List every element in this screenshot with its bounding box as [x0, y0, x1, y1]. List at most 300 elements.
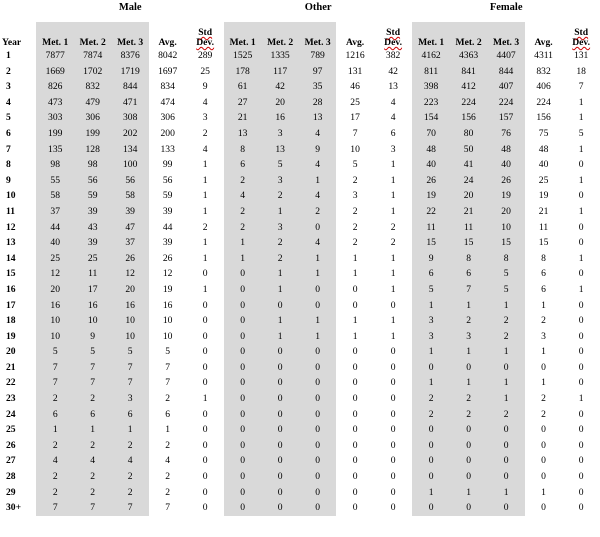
value-cell: 16	[111, 298, 148, 314]
value-cell: 479	[74, 95, 111, 111]
value-cell: 0	[487, 360, 524, 376]
value-cell: 1	[541, 346, 546, 358]
value-cell: 0	[202, 408, 208, 420]
value-cell: 44	[36, 220, 73, 236]
value-cell: 2	[352, 221, 358, 233]
value-cell: 46	[350, 81, 360, 93]
value-cell: 0	[261, 453, 298, 469]
year-cell: 9	[6, 174, 11, 186]
value-cell: 5	[578, 127, 584, 139]
value-cell: 0	[412, 438, 449, 454]
value-cell: 58	[36, 188, 73, 204]
value-cell: 15	[450, 235, 487, 251]
value-cell: 8	[224, 142, 261, 158]
value-cell: 2	[36, 438, 73, 454]
value-cell: 4407	[487, 48, 524, 64]
value-cell: 40	[487, 157, 524, 173]
value-cell: 20	[36, 282, 73, 298]
value-cell: 0	[299, 220, 336, 236]
value-cell: 0	[299, 407, 336, 423]
value-cell: 3	[450, 329, 487, 345]
value-cell: 15	[538, 237, 549, 249]
value-cell: 3	[541, 330, 546, 342]
value-cell: 1	[578, 96, 584, 108]
value-cell: 1	[202, 159, 208, 171]
value-cell: 1	[36, 422, 73, 438]
value-cell: 0	[578, 439, 584, 451]
table-row	[0, 173, 600, 189]
value-cell: 19	[162, 283, 173, 295]
table-row	[0, 282, 600, 298]
table-row	[0, 469, 600, 485]
value-cell: 2	[487, 407, 524, 423]
value-cell: 1	[299, 313, 336, 329]
value-cell: 6	[541, 283, 546, 295]
value-cell: 1	[390, 330, 396, 342]
header-female-avg: Avg.	[534, 37, 553, 48]
value-cell: 0	[352, 346, 358, 358]
value-cell: 2	[352, 205, 358, 217]
year-cell: 22	[6, 377, 16, 389]
year-cell: 14	[6, 252, 16, 264]
value-cell: 0	[578, 237, 584, 249]
value-cell: 7874	[74, 48, 111, 64]
group-header-row	[0, 0, 600, 22]
value-cell: 4	[299, 157, 336, 173]
year-cell: 1	[6, 50, 11, 61]
value-cell: 2	[74, 469, 111, 485]
table-row	[0, 142, 600, 158]
value-cell: 13	[261, 142, 298, 158]
value-cell: 7	[352, 127, 358, 139]
value-cell: 10	[36, 329, 73, 345]
value-cell: 6	[74, 407, 111, 423]
value-cell: 4	[202, 96, 208, 108]
table-row	[0, 438, 600, 454]
value-cell: 3	[261, 220, 298, 236]
value-cell: 39	[74, 204, 111, 220]
value-cell: 200	[160, 127, 175, 139]
value-cell: 8	[541, 252, 546, 264]
value-cell: 25	[74, 251, 111, 267]
value-cell: 4	[74, 453, 111, 469]
value-cell: 0	[352, 486, 358, 498]
value-cell: 0	[390, 455, 396, 467]
value-cell: 2	[165, 471, 171, 483]
value-cell: 2	[541, 408, 546, 420]
header-other-met-3: Met. 3	[299, 22, 336, 48]
value-cell: 2	[261, 235, 298, 251]
value-cell: 4	[299, 188, 336, 204]
value-cell: 1	[299, 266, 336, 282]
year-cell: 15	[6, 268, 16, 280]
value-cell: 382	[385, 50, 401, 61]
value-cell: 1	[224, 251, 261, 267]
value-cell: 0	[390, 377, 396, 389]
value-cell: 832	[536, 65, 551, 77]
value-cell: 13	[299, 110, 336, 126]
value-cell: 11	[450, 220, 487, 236]
value-cell: 16	[261, 110, 298, 126]
value-cell: 48	[412, 142, 449, 158]
value-cell: 1	[487, 375, 524, 391]
group-female: Female	[489, 2, 523, 13]
value-cell: 0	[412, 500, 449, 516]
table-row	[0, 79, 600, 95]
value-cell: 135	[36, 142, 73, 158]
value-cell: 0	[224, 360, 261, 376]
value-cell: 6	[36, 407, 73, 423]
value-cell: 10	[162, 315, 173, 327]
value-cell: 37	[36, 204, 73, 220]
table-row	[0, 95, 600, 111]
value-cell: 0	[202, 346, 208, 358]
table-row	[0, 266, 600, 282]
value-cell: 3	[390, 143, 396, 155]
value-cell: 56	[162, 174, 173, 186]
value-cell: 0	[352, 283, 358, 295]
table-row	[0, 375, 600, 391]
value-cell: 2	[74, 485, 111, 501]
value-cell: 0	[261, 360, 298, 376]
value-cell: 15	[412, 235, 449, 251]
value-cell: 1	[450, 375, 487, 391]
year-cell: 6	[6, 127, 11, 139]
value-cell: 0	[261, 469, 298, 485]
value-cell: 2	[261, 251, 298, 267]
value-cell: 0	[487, 469, 524, 485]
value-cell: 16	[74, 298, 111, 314]
value-cell: 7	[74, 500, 111, 516]
value-cell: 0	[224, 485, 261, 501]
value-cell: 0	[352, 408, 358, 420]
value-cell: 20	[261, 95, 298, 111]
header-female-met-3: Met. 3	[487, 22, 524, 48]
header-male-met-3: Met. 3	[111, 22, 148, 48]
value-cell: 1	[450, 344, 487, 360]
std-label-line2: Dev.	[572, 37, 591, 48]
value-cell: 12	[36, 266, 73, 282]
value-cell: 6	[390, 127, 396, 139]
value-cell: 1669	[36, 64, 73, 80]
value-cell: 12	[162, 268, 173, 280]
value-cell: 42	[388, 65, 398, 77]
value-cell: 8	[450, 251, 487, 267]
value-cell: 2	[165, 393, 171, 405]
value-cell: 841	[450, 64, 487, 80]
value-cell: 43	[74, 220, 111, 236]
value-cell: 1	[111, 422, 148, 438]
group-spacer	[0, 0, 36, 22]
value-cell: 7	[111, 360, 148, 376]
value-cell: 0	[412, 469, 449, 485]
value-cell: 1	[578, 393, 584, 405]
value-cell: 0	[578, 159, 584, 171]
header-other-avg: Avg.	[345, 37, 365, 48]
value-cell: 1	[202, 283, 208, 295]
value-cell: 0	[299, 438, 336, 454]
value-cell: 1	[412, 375, 449, 391]
value-cell: 0	[224, 329, 261, 345]
value-cell: 16	[162, 299, 173, 311]
value-cell: 15	[487, 235, 524, 251]
value-cell: 0	[450, 500, 487, 516]
value-cell: 154	[412, 110, 449, 126]
value-cell: 0	[412, 422, 449, 438]
value-cell: 473	[36, 95, 73, 111]
value-cell: 2	[352, 237, 358, 249]
value-cell: 199	[36, 126, 73, 142]
value-cell: 1	[578, 283, 584, 295]
value-cell: 28	[299, 95, 336, 111]
value-cell: 0	[299, 391, 336, 407]
value-cell: 1	[299, 173, 336, 189]
value-cell: 2	[224, 220, 261, 236]
year-cell: 12	[6, 221, 16, 233]
value-cell: 6	[224, 157, 261, 173]
value-cell: 56	[111, 173, 148, 189]
value-cell: 1	[412, 298, 449, 314]
year-cell: 10	[6, 190, 16, 202]
value-cell: 2	[541, 393, 546, 405]
value-cell: 22	[412, 204, 449, 220]
value-cell: 0	[299, 282, 336, 298]
value-cell: 0	[224, 298, 261, 314]
value-cell: 1	[202, 252, 208, 264]
header-other-met-1: Met. 1	[224, 22, 261, 48]
value-cell: 2	[299, 204, 336, 220]
value-cell: 97	[299, 64, 336, 80]
value-cell: 1	[450, 298, 487, 314]
value-cell: 0	[352, 424, 358, 436]
year-cell: 5	[6, 112, 11, 124]
value-cell: 7	[578, 81, 584, 93]
value-cell: 0	[261, 485, 298, 501]
value-cell: 59	[74, 188, 111, 204]
value-cell: 832	[74, 79, 111, 95]
value-cell: 0	[352, 455, 358, 467]
value-cell: 21	[224, 110, 261, 126]
value-cell: 0	[224, 375, 261, 391]
value-cell: 1	[202, 190, 208, 202]
value-cell: 0	[224, 469, 261, 485]
value-cell: 2	[202, 221, 208, 233]
value-cell: 7	[36, 500, 73, 516]
table-row	[0, 500, 600, 516]
value-cell: 0	[578, 330, 584, 342]
value-cell: 844	[487, 64, 524, 80]
value-cell: 224	[536, 96, 551, 108]
header-year: Year	[2, 37, 22, 48]
value-cell: 0	[412, 453, 449, 469]
value-cell: 224	[450, 95, 487, 111]
std-label-line2: Dev.	[196, 37, 215, 48]
value-cell: 26	[487, 173, 524, 189]
value-cell: 1	[165, 424, 171, 436]
value-cell: 131	[573, 50, 589, 61]
table-row	[0, 391, 600, 407]
value-cell: 826	[36, 79, 73, 95]
value-cell: 4	[224, 188, 261, 204]
value-cell: 2	[487, 313, 524, 329]
value-cell: 0	[390, 393, 396, 405]
value-cell: 5	[487, 266, 524, 282]
value-cell: 1	[390, 315, 396, 327]
value-cell: 0	[578, 315, 584, 327]
value-cell: 1	[224, 235, 261, 251]
value-cell: 1216	[345, 50, 365, 61]
value-cell: 1	[578, 205, 584, 217]
value-cell: 9	[299, 142, 336, 158]
table-row	[0, 110, 600, 126]
value-cell: 202	[111, 126, 148, 142]
value-cell: 3	[111, 391, 148, 407]
header-other-std-dev	[374, 22, 413, 48]
value-cell: 2	[450, 313, 487, 329]
std-label-line1: Std	[574, 27, 589, 38]
value-cell: 6	[412, 266, 449, 282]
value-cell: 76	[487, 126, 524, 142]
value-cell: 2	[111, 438, 148, 454]
value-cell: 56	[74, 173, 111, 189]
value-cell: 3	[352, 190, 358, 202]
value-cell: 1	[299, 251, 336, 267]
value-cell: 133	[160, 143, 175, 155]
table-row	[0, 235, 600, 251]
value-cell: 48	[538, 143, 549, 155]
table-row	[0, 64, 600, 80]
value-cell: 7	[36, 375, 73, 391]
value-cell: 0	[541, 361, 546, 373]
value-cell: 471	[111, 95, 148, 111]
value-cell: 8376	[111, 48, 148, 64]
value-cell: 2	[487, 329, 524, 345]
value-cell: 2	[224, 204, 261, 220]
year-cell: 8	[6, 159, 11, 171]
value-cell: 0	[299, 360, 336, 376]
value-cell: 0	[352, 393, 358, 405]
value-cell: 1	[202, 237, 208, 249]
year-cell: 28	[6, 471, 16, 483]
value-cell: 134	[111, 142, 148, 158]
value-cell: 223	[412, 95, 449, 111]
value-cell: 0	[299, 375, 336, 391]
value-cell: 2	[74, 391, 111, 407]
value-cell: 0	[224, 500, 261, 516]
value-cell: 0	[578, 190, 584, 202]
value-cell: 4363	[450, 48, 487, 64]
value-cell: 99	[162, 159, 173, 171]
value-cell: 2	[36, 391, 73, 407]
year-cell: 3	[6, 81, 11, 93]
value-cell: 9	[74, 329, 111, 345]
header-male-avg: Avg.	[158, 37, 177, 48]
table-row	[0, 298, 600, 314]
year-cell: 26	[6, 439, 16, 451]
value-cell: 131	[347, 65, 363, 77]
value-cell: 1702	[74, 64, 111, 80]
value-cell: 17	[74, 282, 111, 298]
value-cell: 4	[36, 453, 73, 469]
value-cell: 27	[224, 95, 261, 111]
value-cell: 2	[412, 391, 449, 407]
value-cell: 4	[299, 235, 336, 251]
table-row	[0, 188, 600, 204]
value-cell: 1	[390, 190, 396, 202]
value-cell: 0	[299, 485, 336, 501]
value-cell: 1	[390, 283, 396, 295]
std-label-line1: Std	[198, 27, 213, 38]
value-cell: 0	[202, 377, 208, 389]
value-cell: 157	[487, 110, 524, 126]
value-cell: 13	[388, 81, 398, 93]
value-cell: 0	[224, 407, 261, 423]
value-cell: 5	[412, 282, 449, 298]
header-female-std-dev	[562, 22, 600, 48]
value-cell: 0	[352, 377, 358, 389]
value-cell: 3	[261, 126, 298, 142]
value-cell: 10	[350, 143, 360, 155]
value-cell: 20	[450, 188, 487, 204]
value-cell: 16	[36, 298, 73, 314]
value-cell: 59	[162, 190, 173, 202]
value-cell: 1	[352, 268, 358, 280]
value-cell: 2	[390, 221, 396, 233]
value-cell: 10	[487, 220, 524, 236]
value-cell: 1	[261, 313, 298, 329]
year-cell: 11	[6, 205, 16, 217]
table-row	[0, 344, 600, 360]
value-cell: 407	[487, 79, 524, 95]
value-cell: 303	[36, 110, 73, 126]
year-cell: 13	[6, 237, 16, 249]
value-cell: 7877	[36, 48, 73, 64]
value-cell: 0	[487, 422, 524, 438]
value-cell: 0	[487, 453, 524, 469]
value-cell: 0	[352, 502, 358, 514]
value-cell: 1	[487, 485, 524, 501]
value-cell: 289	[197, 50, 213, 61]
value-cell: 0	[352, 361, 358, 373]
value-cell: 1	[352, 330, 358, 342]
header-male-met-1: Met. 1	[36, 22, 73, 48]
value-cell: 0	[487, 500, 524, 516]
value-cell: 224	[487, 95, 524, 111]
value-cell: 0	[578, 221, 584, 233]
table-row	[0, 251, 600, 267]
table-row	[0, 220, 600, 236]
value-cell: 98	[74, 157, 111, 173]
value-cell: 0	[352, 471, 358, 483]
value-cell: 811	[412, 64, 449, 80]
value-cell: 398	[412, 79, 449, 95]
year-cell: 21	[6, 361, 16, 373]
value-cell: 1	[74, 422, 111, 438]
value-cell: 1	[261, 329, 298, 345]
value-cell: 0	[261, 344, 298, 360]
value-cell: 2	[111, 469, 148, 485]
value-cell: 0	[299, 453, 336, 469]
value-cell: 48	[487, 142, 524, 158]
value-cell: 0	[352, 299, 358, 311]
value-cell: 0	[299, 344, 336, 360]
table-row	[0, 157, 600, 173]
value-cell: 0	[390, 361, 396, 373]
value-cell: 39	[111, 204, 148, 220]
value-cell: 0	[261, 298, 298, 314]
value-cell: 0	[450, 438, 487, 454]
value-cell: 75	[538, 127, 549, 139]
